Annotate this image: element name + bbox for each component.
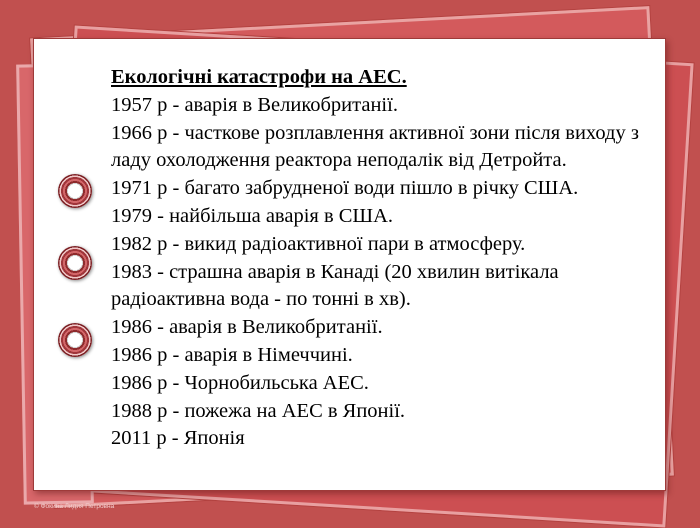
- list-item: 2011 р - Японія: [111, 427, 245, 450]
- list-item: 1986 р - аварія в Німеччині.: [111, 343, 353, 366]
- ring-icon: [58, 246, 92, 280]
- copyright-footer: © Фокина Лидия Петровна: [34, 503, 115, 510]
- list-item: 1982 р - викид радіоактивної пари в атмосферу.: [111, 232, 526, 255]
- list-item: 1979 - найбільша аварія в США.: [111, 204, 394, 227]
- list-item: 1986 - аварія в Великобританії.: [111, 316, 383, 339]
- ring-icon: [58, 323, 92, 357]
- list-item: 1966 р - часткове розплавлення активної зони після виходу з ладу охолодження реактора неподалік від Детройта.: [111, 121, 639, 172]
- list-item: 1957 р - аварія в Великобританії.: [111, 93, 398, 116]
- list-item: 1983 - страшна аварія в Канаді (20 хвилин витікала радіоактивна вода - по тонні в хв).: [111, 260, 559, 311]
- slide-content: [111, 64, 651, 453]
- slide-title: Екологічні катастрофи на АЕС.: [111, 66, 407, 88]
- list-item: 1988 р - пожежа на АЕС в Японії.: [111, 399, 406, 422]
- list-item: 1971 р - багато забрудненої води пішло в річку США.: [111, 177, 579, 200]
- list-item: 1986 р - Чорнобильська АЕС.: [111, 371, 369, 394]
- ring-icon: [58, 174, 92, 208]
